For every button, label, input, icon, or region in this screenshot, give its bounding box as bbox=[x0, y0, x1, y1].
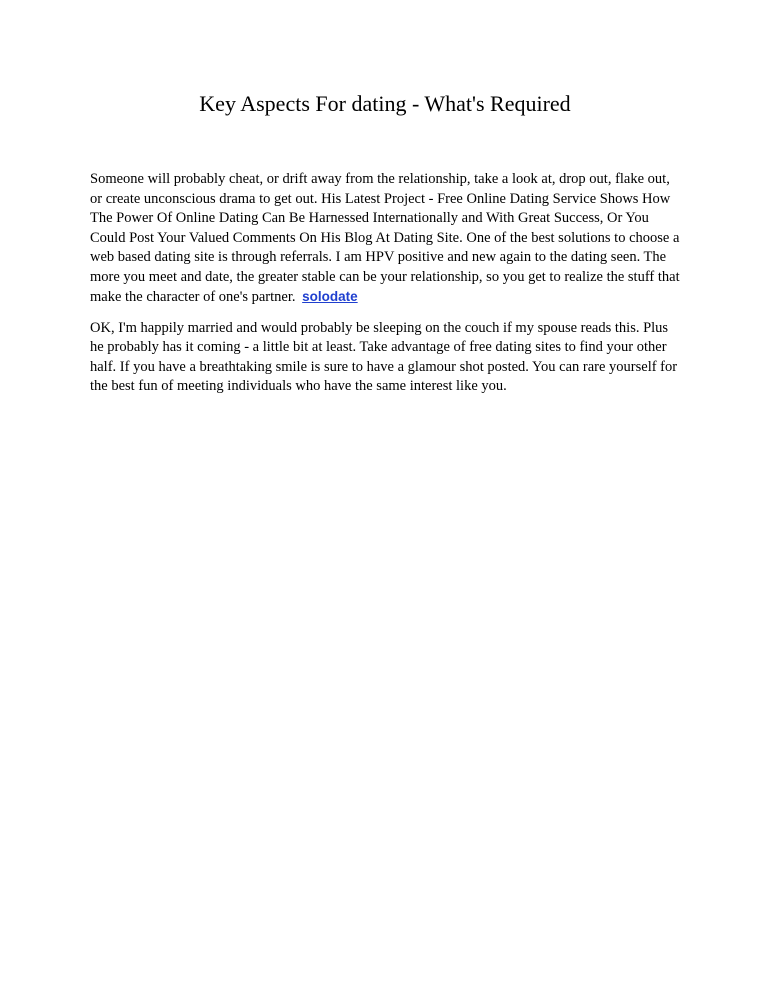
page-title: Key Aspects For dating - What's Required bbox=[199, 91, 571, 116]
paragraph-1-text: Someone will probably cheat, or drift away from the relationship, take a look at, drop out, flake out, or create unconscious drama to get out. His Latest Project - Free Online Dating Service Shows How The Power Of Online Dating Can Be Harnessed Internationally and With Great Success, Or You Could Post Your Valued Comments On His Blog At Dating Site. One of the best solutions to choose a web based dating site is through referrals. I am HPV positive and new again to the dating seen. The more you meet and date, the greater stable can be your relationship, so you get to realize the stuff that make the character of one's partner. bbox=[90, 171, 680, 305]
solodate-link[interactable]: solodate bbox=[302, 289, 358, 304]
paragraph-1 bbox=[90, 170, 680, 308]
paragraph-2 bbox=[90, 319, 680, 397]
document-body bbox=[90, 170, 680, 408]
paragraph-2-text: OK, I'm happily married and would probably be sleeping on the couch if my spouse reads this. Plus he probably has it coming - a little bit at least. Take advantage of free dating sites to find your other half. If you have a breathtaking smile is sure to have a glamour shot posted. You can rare yourself for the best fun of meeting individuals who have the same interest like you. bbox=[90, 319, 678, 394]
